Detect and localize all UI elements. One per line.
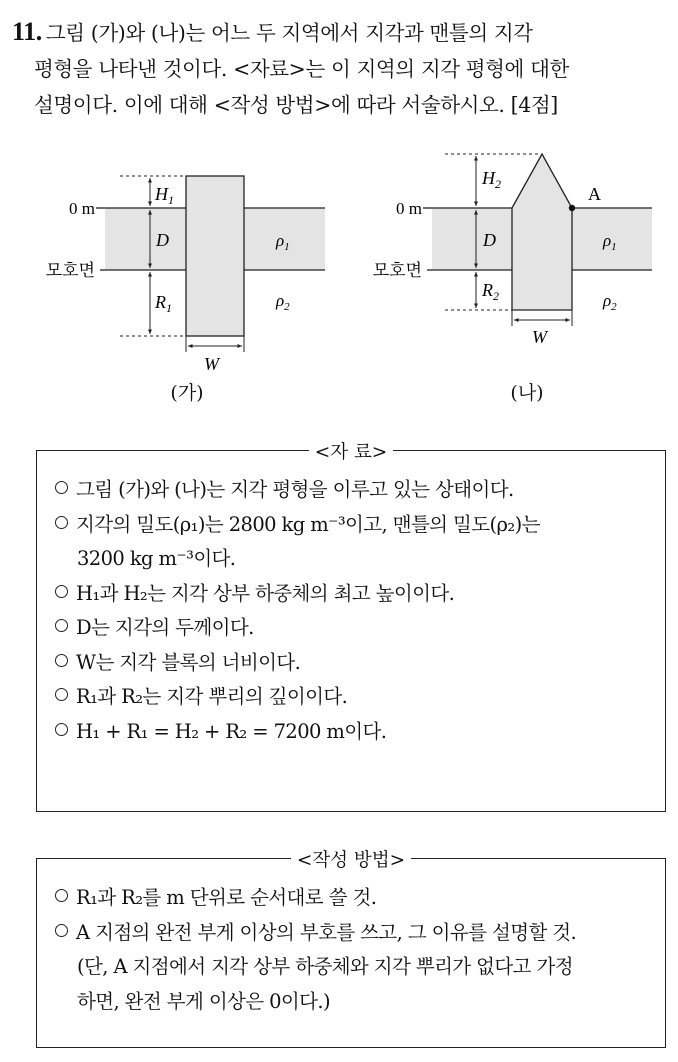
isostasy-figure — [0, 138, 678, 418]
data-box-title: <자 료> — [37, 438, 665, 464]
crust-block-left — [186, 176, 244, 336]
data-item: H₁ + R₁ = H₂ + R₂ = 7200 m이다. — [37, 715, 665, 750]
data-item: 그림 (가)와 (나)는 지각 평형을 이루고 있는 상태이다. — [37, 473, 665, 508]
W-label-left: W — [204, 354, 219, 374]
data-list — [37, 473, 665, 749]
data-item: H₁과 H₂는 지각 상부 하중체의 최고 높이이다. — [37, 577, 665, 612]
question-line-1: 11. 그림 (가)와 (나)는 어느 두 지역에서 지각과 맨틀의 지각 — [12, 17, 533, 46]
question — [12, 14, 664, 123]
moho-label-right: 모호면 — [372, 261, 422, 281]
method-list — [37, 881, 665, 1019]
isostasy-diagram — [0, 138, 678, 408]
question-number: 11. — [12, 17, 42, 46]
D-label-left: D — [156, 230, 169, 250]
question-line-2: 평형을 나타낸 것이다. <자료>는 이 지역의 지각 평형에 대한 — [34, 57, 569, 81]
H1-label: $H_1$ — [155, 184, 174, 207]
method-item-continued: 하면, 완전 부게 이상은 0이다.) — [77, 989, 331, 1013]
diagram-left — [46, 176, 325, 374]
crust-block-right — [512, 154, 572, 310]
sea-level-label-left: 0 m — [69, 199, 95, 218]
data-item: D는 지각의 두께이다. — [37, 611, 665, 646]
data-item: W는 지각 블록의 너비이다. — [37, 646, 665, 681]
method-box-title: <작성 방법> — [37, 846, 665, 872]
rho2-label-right: $\rho_2$ — [603, 291, 617, 313]
question-line-3: 설명이다. 이에 대해 <작성 방법>에 따라 서술하시오. [4점] — [34, 93, 558, 117]
sea-level-label-right: 0 m — [396, 199, 422, 218]
method-item-continued: (단, A 지점에서 지각 상부 하중체와 지각 뿌리가 없다고 가정 — [77, 955, 573, 978]
D-label-right: D — [483, 230, 496, 250]
H2-label: $H_2$ — [482, 168, 501, 191]
data-box — [36, 442, 666, 812]
rho2-label-left: $\rho_2$ — [276, 291, 290, 313]
method-item: R₁과 R₂를 m 단위로 순서대로 쓸 것. — [37, 881, 665, 916]
rho1-label-left: $\rho_1$ — [276, 231, 290, 253]
moho-label-left: 모호면 — [45, 261, 95, 281]
diagram-right — [373, 154, 652, 347]
data-item-continued: 3200 kg m⁻³이다. — [77, 547, 236, 570]
caption-right: (나) — [510, 382, 544, 404]
method-item: A 지점의 완전 부게 이상의 부호를 쓰고, 그 이유를 설명할 것. — [37, 916, 665, 951]
point-a-marker — [569, 205, 575, 211]
W-label-right: W — [532, 327, 547, 347]
method-box — [36, 850, 666, 1048]
caption-left: (가) — [170, 382, 204, 404]
R1-label: $R_1$ — [155, 292, 172, 315]
rho1-label-right: $\rho_1$ — [603, 231, 617, 253]
point-a-label: A — [588, 184, 601, 204]
data-item: R₁과 R₂는 지각 뿌리의 깊이이다. — [37, 680, 665, 715]
R2-label: $R_2$ — [482, 280, 499, 303]
data-item: 지각의 밀도(ρ₁)는 2800 kg m⁻³이고, 맨틀의 밀도(ρ₂)는 — [37, 508, 665, 543]
